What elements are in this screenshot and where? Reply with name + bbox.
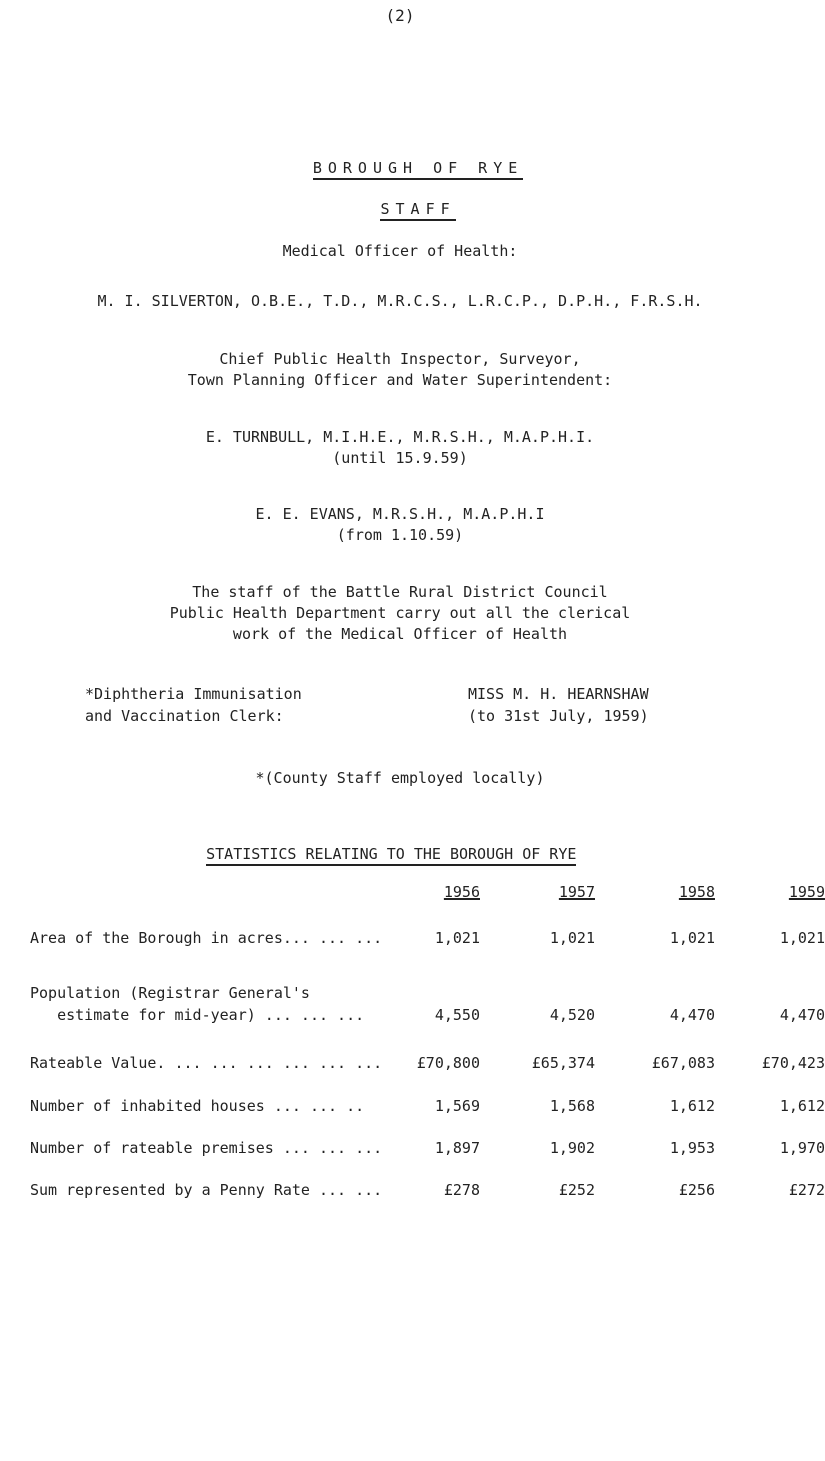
table-cell: 4,470 <box>779 1006 825 1024</box>
table-cell: 1,569 <box>434 1097 480 1115</box>
table-cell: £272 <box>788 1181 825 1199</box>
table-cell: £65,374 <box>531 1054 595 1072</box>
table-cell: £252 <box>558 1181 595 1199</box>
inspector-heading-line2: Town Planning Officer and Water Superintendent: <box>187 371 613 389</box>
clerk-name: MISS M. H. HEARNSHAW <box>468 685 649 703</box>
staff-note-line1: The staff of the Battle Rural District Council <box>192 583 608 601</box>
inspector-2-term: (from 1.10.59) <box>336 526 464 544</box>
year-header: 1959 <box>788 883 825 901</box>
clerk-term: (to 31st July, 1959) <box>468 707 649 725</box>
table-cell: £278 <box>443 1181 480 1199</box>
table-cell: £70,423 <box>761 1054 825 1072</box>
inspector-1-name: E. TURNBULL, M.I.H.E., M.R.S.H., M.A.P.H.I. <box>205 428 595 446</box>
row-label: Number of inhabited houses ... ... .. <box>30 1097 365 1115</box>
table-cell: 1,953 <box>669 1139 715 1157</box>
table-cell: £256 <box>678 1181 715 1199</box>
row-label: Area of the Borough in acres... ... ... <box>30 929 383 947</box>
table-cell: 1,970 <box>779 1139 825 1157</box>
row-label: Number of rateable premises ... ... ... <box>30 1139 383 1157</box>
year-header: 1956 <box>443 883 480 901</box>
statistics-heading-text: STATISTICS RELATING TO THE BOROUGH OF RYE <box>206 845 576 866</box>
clerk-role-line2: and Vaccination Clerk: <box>85 707 284 725</box>
table-cell: 4,550 <box>434 1006 480 1024</box>
year-header: 1957 <box>558 883 595 901</box>
staff-note-line3: work of the Medical Officer of Health <box>232 625 568 643</box>
table-cell: 1,021 <box>434 929 480 947</box>
table-cell: 1,902 <box>549 1139 595 1157</box>
inspector-1-term: (until 15.9.59) <box>332 449 468 467</box>
table-cell: 1,897 <box>434 1139 480 1157</box>
row-label: Sum represented by a Penny Rate ... ... <box>30 1181 383 1199</box>
document-subtitle-text: STAFF <box>380 200 455 221</box>
table-cell: 1,568 <box>549 1097 595 1115</box>
table-cell: £67,083 <box>651 1054 715 1072</box>
county-note: *(County Staff employed locally) <box>255 769 545 787</box>
row-label: Population (Registrar General's <box>30 984 310 1002</box>
table-cell: 4,470 <box>669 1006 715 1024</box>
page-number: (2) <box>385 6 415 25</box>
table-cell: 4,520 <box>549 1006 595 1024</box>
inspector-heading-line1: Chief Public Health Inspector, Surveyor, <box>219 350 581 368</box>
table-cell: 1,021 <box>779 929 825 947</box>
table-cell: 1,612 <box>779 1097 825 1115</box>
table-cell: 1,612 <box>669 1097 715 1115</box>
staff-note-line2: Public Health Department carry out all the clerical <box>169 604 631 622</box>
statistics-heading <box>170 827 576 881</box>
year-header: 1958 <box>678 883 715 901</box>
moh-heading: Medical Officer of Health: <box>282 242 518 260</box>
document-subtitle <box>0 182 800 236</box>
table-cell: 1,021 <box>549 929 595 947</box>
document-title-text: BOROUGH OF RYE <box>313 159 523 180</box>
row-label: Rateable Value. ... ... ... ... ... ... <box>30 1054 383 1072</box>
row-label-continued: estimate for mid-year) ... ... ... <box>30 1006 365 1024</box>
moh-name: M. I. SILVERTON, O.B.E., T.D., M.R.C.S., L.R.C.P., D.P.H., F.R.S.H. <box>97 292 703 310</box>
inspector-2-name: E. E. EVANS, M.R.S.H., M.A.P.H.I <box>255 505 545 523</box>
table-cell: 1,021 <box>669 929 715 947</box>
table-cell: £70,800 <box>416 1054 480 1072</box>
clerk-role-line1: *Diphtheria Immunisation <box>85 685 302 703</box>
